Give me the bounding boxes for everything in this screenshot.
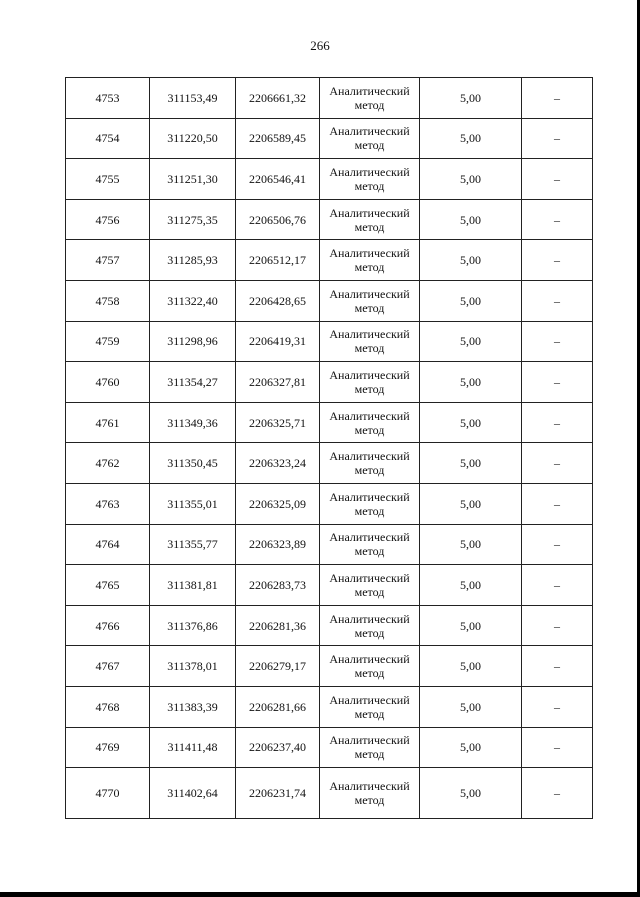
y-coordinate-cell: 2206281,36 <box>236 605 320 646</box>
x-coordinate-cell: 311376,86 <box>150 605 236 646</box>
note-cell: – <box>522 362 593 403</box>
accuracy-cell: 5,00 <box>420 280 522 321</box>
table-row <box>66 686 593 727</box>
y-coordinate-cell: 2206506,76 <box>236 199 320 240</box>
x-coordinate-cell: 311285,93 <box>150 240 236 281</box>
table-row <box>66 78 593 119</box>
method-cell: Аналитический метод <box>320 321 420 362</box>
method-cell: Аналитический метод <box>320 686 420 727</box>
note-cell: – <box>522 280 593 321</box>
method-cell: Аналитический метод <box>320 199 420 240</box>
y-coordinate-cell: 2206419,31 <box>236 321 320 362</box>
x-coordinate-cell: 311355,77 <box>150 524 236 565</box>
accuracy-cell: 5,00 <box>420 686 522 727</box>
y-coordinate-cell: 2206281,66 <box>236 686 320 727</box>
x-coordinate-cell: 311275,35 <box>150 199 236 240</box>
point-number-cell: 4758 <box>66 280 150 321</box>
method-cell: Аналитический метод <box>320 362 420 403</box>
note-cell: – <box>522 118 593 159</box>
y-coordinate-cell: 2206237,40 <box>236 727 320 768</box>
x-coordinate-cell: 311411,48 <box>150 727 236 768</box>
y-coordinate-cell: 2206327,81 <box>236 362 320 403</box>
method-cell: Аналитический метод <box>320 240 420 281</box>
y-coordinate-cell: 2206325,71 <box>236 402 320 443</box>
method-cell: Аналитический метод <box>320 280 420 321</box>
method-cell: Аналитический метод <box>320 727 420 768</box>
accuracy-cell: 5,00 <box>420 443 522 484</box>
table-row <box>66 524 593 565</box>
point-number-cell: 4757 <box>66 240 150 281</box>
accuracy-cell: 5,00 <box>420 199 522 240</box>
method-cell: Аналитический метод <box>320 646 420 687</box>
table-row <box>66 240 593 281</box>
y-coordinate-cell: 2206279,17 <box>236 646 320 687</box>
accuracy-cell: 5,00 <box>420 483 522 524</box>
x-coordinate-cell: 311350,45 <box>150 443 236 484</box>
accuracy-cell: 5,00 <box>420 646 522 687</box>
y-coordinate-cell: 2206283,73 <box>236 565 320 606</box>
point-number-cell: 4760 <box>66 362 150 403</box>
point-number-cell: 4766 <box>66 605 150 646</box>
y-coordinate-cell: 2206428,65 <box>236 280 320 321</box>
x-coordinate-cell: 311354,27 <box>150 362 236 403</box>
table-row <box>66 159 593 200</box>
note-cell: – <box>522 443 593 484</box>
table-row <box>66 768 593 819</box>
accuracy-cell: 5,00 <box>420 78 522 119</box>
x-coordinate-cell: 311220,50 <box>150 118 236 159</box>
table-row <box>66 402 593 443</box>
table-row <box>66 727 593 768</box>
point-number-cell: 4762 <box>66 443 150 484</box>
x-coordinate-cell: 311383,39 <box>150 686 236 727</box>
table-row <box>66 483 593 524</box>
point-number-cell: 4770 <box>66 768 150 819</box>
note-cell: – <box>522 768 593 819</box>
x-coordinate-cell: 311402,64 <box>150 768 236 819</box>
x-coordinate-cell: 311378,01 <box>150 646 236 687</box>
note-cell: – <box>522 565 593 606</box>
note-cell: – <box>522 605 593 646</box>
y-coordinate-cell: 2206231,74 <box>236 768 320 819</box>
y-coordinate-cell: 2206546,41 <box>236 159 320 200</box>
accuracy-cell: 5,00 <box>420 605 522 646</box>
point-number-cell: 4755 <box>66 159 150 200</box>
note-cell: – <box>522 646 593 687</box>
table-row <box>66 280 593 321</box>
y-coordinate-cell: 2206512,17 <box>236 240 320 281</box>
point-number-cell: 4768 <box>66 686 150 727</box>
note-cell: – <box>522 159 593 200</box>
y-coordinate-cell: 2206589,45 <box>236 118 320 159</box>
method-cell: Аналитический метод <box>320 605 420 646</box>
note-cell: – <box>522 483 593 524</box>
method-cell: Аналитический метод <box>320 78 420 119</box>
note-cell: – <box>522 686 593 727</box>
table-body <box>66 78 593 819</box>
accuracy-cell: 5,00 <box>420 402 522 443</box>
accuracy-cell: 5,00 <box>420 727 522 768</box>
method-cell: Аналитический метод <box>320 565 420 606</box>
accuracy-cell: 5,00 <box>420 240 522 281</box>
scan-edge-bottom <box>0 892 640 897</box>
point-number-cell: 4754 <box>66 118 150 159</box>
y-coordinate-cell: 2206323,24 <box>236 443 320 484</box>
x-coordinate-cell: 311251,30 <box>150 159 236 200</box>
accuracy-cell: 5,00 <box>420 768 522 819</box>
accuracy-cell: 5,00 <box>420 565 522 606</box>
method-cell: Аналитический метод <box>320 159 420 200</box>
note-cell: – <box>522 240 593 281</box>
point-number-cell: 4764 <box>66 524 150 565</box>
y-coordinate-cell: 2206325,09 <box>236 483 320 524</box>
x-coordinate-cell: 311298,96 <box>150 321 236 362</box>
table-row <box>66 605 593 646</box>
y-coordinate-cell: 2206661,32 <box>236 78 320 119</box>
accuracy-cell: 5,00 <box>420 524 522 565</box>
table-row <box>66 443 593 484</box>
note-cell: – <box>522 321 593 362</box>
note-cell: – <box>522 78 593 119</box>
table-row <box>66 321 593 362</box>
accuracy-cell: 5,00 <box>420 362 522 403</box>
x-coordinate-cell: 311153,49 <box>150 78 236 119</box>
accuracy-cell: 5,00 <box>420 159 522 200</box>
y-coordinate-cell: 2206323,89 <box>236 524 320 565</box>
x-coordinate-cell: 311322,40 <box>150 280 236 321</box>
point-number-cell: 4761 <box>66 402 150 443</box>
table-row <box>66 199 593 240</box>
note-cell: – <box>522 402 593 443</box>
table-row <box>66 118 593 159</box>
method-cell: Аналитический метод <box>320 524 420 565</box>
note-cell: – <box>522 524 593 565</box>
x-coordinate-cell: 311355,01 <box>150 483 236 524</box>
method-cell: Аналитический метод <box>320 483 420 524</box>
point-number-cell: 4756 <box>66 199 150 240</box>
x-coordinate-cell: 311381,81 <box>150 565 236 606</box>
point-number-cell: 4767 <box>66 646 150 687</box>
method-cell: Аналитический метод <box>320 443 420 484</box>
note-cell: – <box>522 727 593 768</box>
method-cell: Аналитический метод <box>320 118 420 159</box>
table-row <box>66 362 593 403</box>
note-cell: – <box>522 199 593 240</box>
method-cell: Аналитический метод <box>320 768 420 819</box>
method-cell: Аналитический метод <box>320 402 420 443</box>
point-number-cell: 4759 <box>66 321 150 362</box>
x-coordinate-cell: 311349,36 <box>150 402 236 443</box>
point-number-cell: 4765 <box>66 565 150 606</box>
point-number-cell: 4769 <box>66 727 150 768</box>
accuracy-cell: 5,00 <box>420 321 522 362</box>
point-number-cell: 4763 <box>66 483 150 524</box>
coordinates-table <box>65 77 593 819</box>
table-row <box>66 565 593 606</box>
table-row <box>66 646 593 687</box>
point-number-cell: 4753 <box>66 78 150 119</box>
accuracy-cell: 5,00 <box>420 118 522 159</box>
page-number: 266 <box>310 38 330 53</box>
